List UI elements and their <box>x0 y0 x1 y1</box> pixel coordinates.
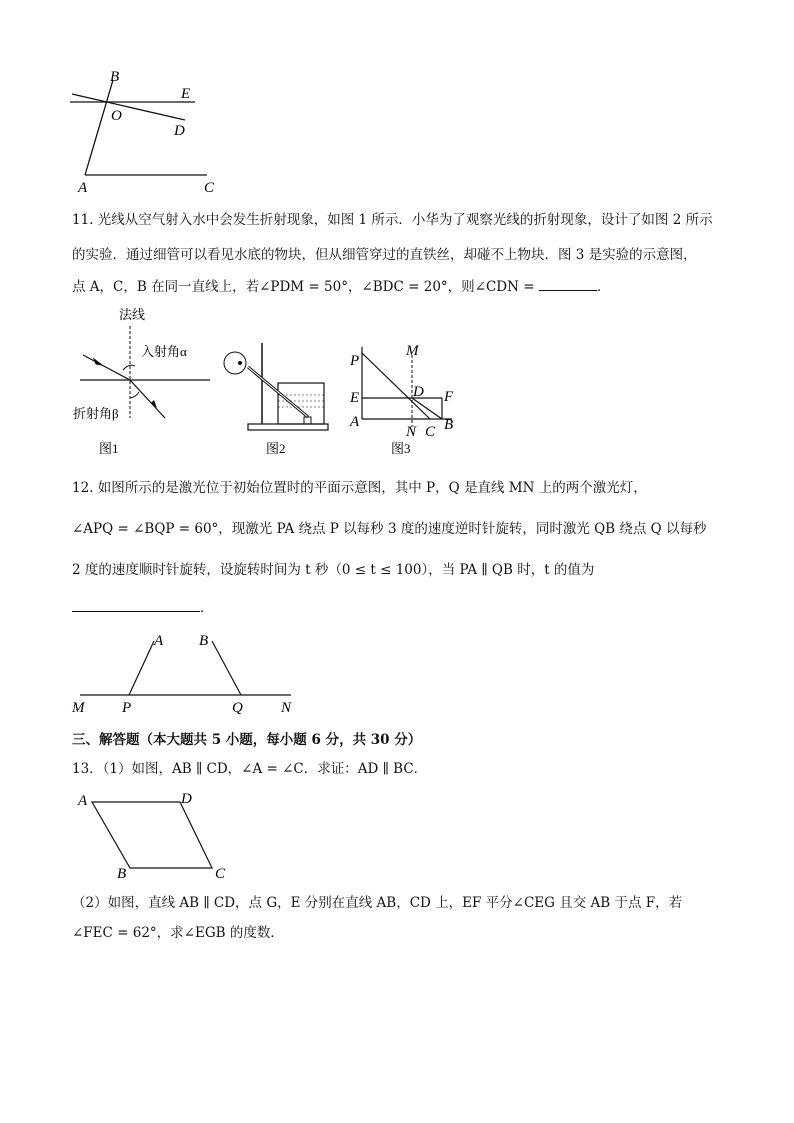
ray-qb <box>212 641 241 695</box>
label-incident-angle: 入射角α <box>141 344 187 359</box>
incident-arrow-icon <box>94 359 102 365</box>
label-a: A <box>78 793 88 809</box>
label-b: B <box>444 417 454 433</box>
label-b: B <box>199 633 209 649</box>
label-q: Q <box>232 700 243 716</box>
label-e: E <box>181 86 191 102</box>
label-f: F <box>444 389 454 405</box>
label-p: P <box>122 700 132 716</box>
q12-line4 <box>72 597 214 618</box>
q12-line4-end: ． <box>200 600 214 616</box>
label-d: D <box>413 384 424 400</box>
q13-part2-line2: ∠FEC = 62°，求∠EGB 的度数． <box>72 925 284 941</box>
label-a: A <box>78 180 88 196</box>
label-d: D <box>174 123 185 139</box>
eye-pupil <box>238 361 242 365</box>
label-e: E <box>350 390 360 406</box>
label-p: P <box>350 353 360 369</box>
refract-angle-arc <box>130 392 139 398</box>
label-refraction-angle: 折射角β <box>73 406 119 421</box>
label-c: C <box>425 424 436 440</box>
label-normal: 法线 <box>119 307 146 322</box>
figure-q13-parallelogram <box>72 788 242 883</box>
figure-1-refraction <box>65 300 215 460</box>
label-c: C <box>204 180 215 196</box>
label-b: B <box>110 69 120 85</box>
caption-figure-1: 图1 <box>99 441 119 456</box>
section-3-heading: 三、解答题（本大题共 5 小题，每小题 6 分，共 30 分） <box>72 732 422 748</box>
q13-part1: 13．（1）如图，AB ∥ CD，∠A = ∠C．求证：AD ∥ BC． <box>72 761 428 777</box>
line-ab <box>85 80 113 175</box>
figure-3-schematic <box>340 335 470 460</box>
label-b: B <box>117 866 127 882</box>
label-d: D <box>181 791 192 807</box>
label-m: M <box>406 343 419 359</box>
label-n: N <box>406 424 417 440</box>
incident-ray <box>83 355 130 380</box>
parallelogram-abcd <box>92 802 212 868</box>
figure-q10 <box>60 62 230 200</box>
q11-line1: 11. 光线从空气射入水中会发生折射现象，如图 1 所示．小华为了观察光线的折射现象，设计了如图 2 所示 <box>72 212 713 228</box>
label-n: N <box>281 700 292 716</box>
incident-angle-arc <box>123 365 135 370</box>
label-m: M <box>72 700 85 716</box>
ray-pa <box>129 641 154 695</box>
refracted-ray <box>130 380 165 418</box>
line-bd <box>72 94 185 120</box>
caption-figure-2: 图2 <box>266 441 286 456</box>
block-object <box>304 417 311 424</box>
q11-line3-end: ． <box>596 279 611 295</box>
label-a: A <box>154 633 164 649</box>
q11-line3-text: 点 A，C，B 在同一直线上，若∠PDM = 50°，∠BDC = 20°，则∠CDN = <box>72 279 535 295</box>
answer-blank-q11[interactable] <box>539 276 597 291</box>
q13-part2-line1: （2）如图，直线 AB ∥ CD，点 G，E 分别在直线 AB，CD 上，EF 平分∠CEG 且交 AB 于点 F，若 <box>72 895 683 911</box>
q11-line2: 的实验．通过细管可以看见水底的物块，但从细管穿过的直铁丝，却碰不上物块．图 3 是实验的示意图， <box>72 247 697 263</box>
figure-q12-lasers <box>66 625 306 720</box>
water-tank <box>278 383 324 424</box>
caption-figure-3: 图3 <box>391 441 411 456</box>
q12-line2: ∠APQ = ∠BQP = 60°，现激光 PA 绕点 P 以每秒 3 度的速度逆时针旋转，同时激光 QB 绕点 Q 以每秒 <box>72 521 707 537</box>
label-a: A <box>350 414 360 430</box>
q11-line3 <box>72 276 610 297</box>
figure-2-experiment <box>218 335 336 460</box>
answer-blank-q12[interactable] <box>72 597 200 612</box>
q12-line1: 12. 如图所示的是激光位于初始位置时的平面示意图，其中 P，Q 是直线 MN 上的两个激光灯， <box>72 480 647 496</box>
stand-base <box>248 424 328 430</box>
label-o: O <box>111 108 122 124</box>
eye-icon <box>224 352 246 374</box>
q12-line3: 2 度的速度顺时针旋转，设旋转时间为 t 秒（0 ≤ t ≤ 100），当 PA ∥ QB 时，t 的值为 <box>72 562 595 578</box>
label-c: C <box>215 866 226 882</box>
